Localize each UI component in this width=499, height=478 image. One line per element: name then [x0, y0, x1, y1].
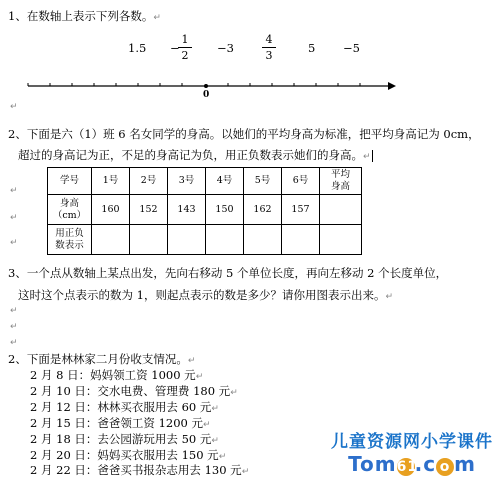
list-item: 2 月 8 日：妈妈领工资 1000 元↵ [30, 368, 204, 382]
paragraph-mark: ↵ [10, 306, 18, 316]
number-line-zero-label: 0 [203, 90, 210, 100]
table-cell: 143 [168, 195, 206, 225]
table-cell-empty [130, 225, 168, 255]
table-cell-label [48, 195, 92, 225]
denominator: 2 [181, 49, 189, 62]
paragraph-mark: ↵ [10, 213, 18, 223]
table-cell: 2号 [130, 168, 168, 195]
fraction-bar [178, 47, 192, 48]
table-row-height [48, 195, 362, 225]
table-cell: 学号 [48, 168, 92, 195]
paragraph-mark: ↵ [10, 102, 18, 112]
list-item: 2 月 10 日：交水电费、管理费 180 元↵ [30, 384, 238, 398]
table-header-row [48, 168, 362, 195]
q1-value-1: 1.5 [128, 41, 147, 55]
list-item: 2 月 18 日：去公园游玩用去 50 元↵ [30, 432, 219, 446]
q1-value-neg5: −5 [343, 41, 360, 55]
paragraph-mark: ↵ [10, 322, 18, 332]
list-item: 2 月 15 日：爸爸领工资 1200 元↵ [30, 416, 211, 430]
table-cell-empty [320, 225, 362, 255]
q1-value-neg3: −3 [217, 41, 234, 55]
q1-value-5: 5 [308, 41, 316, 55]
table-cell-empty [244, 225, 282, 255]
fraction-bar [262, 47, 276, 48]
label-line: 用正负 [55, 227, 84, 239]
text-cursor [372, 150, 373, 162]
table-cell: 3号 [168, 168, 206, 195]
list-item: 2 月 12 日：林林买衣服用去 60 元↵ [30, 400, 219, 414]
table-row-signed [48, 225, 362, 255]
list-item: 2 月 20 日：妈妈买衣服用去 150 元↵ [30, 448, 227, 462]
site-watermark [331, 427, 493, 476]
table-cell-empty [320, 195, 362, 225]
paragraph-mark: ↵ [10, 338, 18, 348]
q1-minus-sign: − [170, 41, 180, 55]
table-cell-empty [282, 225, 320, 255]
table-cell: 4号 [206, 168, 244, 195]
table-cell: 152 [130, 195, 168, 225]
label-line: 身高 [59, 197, 79, 209]
label-line: 数表示 [55, 239, 84, 251]
paragraph-mark: ↵ [10, 238, 18, 248]
numerator: 4 [265, 33, 273, 46]
numerator: 1 [181, 33, 189, 46]
table-cell: 157 [282, 195, 320, 225]
watermark-title: 儿童资源网小学课件 [331, 432, 493, 452]
table-cell: 162 [244, 195, 282, 225]
number-line [20, 78, 400, 102]
denominator: 3 [265, 49, 273, 62]
label-line: （cm） [52, 209, 87, 221]
q1-title: 1、在数轴上表示下列各数。↵ [8, 9, 161, 23]
list-item: 2 月 22 日：爸爸买书报杂志用去 130 元↵ [30, 463, 250, 477]
paragraph-mark: ↵ [10, 186, 18, 196]
table-cell-empty [92, 225, 130, 255]
table-cell-empty [206, 225, 244, 255]
table-cell: 6号 [282, 168, 320, 195]
header-line: 身高 [330, 181, 350, 192]
header-line: 平均 [330, 169, 350, 180]
table-cell: 160 [92, 195, 130, 225]
q3-line1: 3、一个点从数轴上某点出发，先向右移动 5 个单位长度，再向左移动 2 个长度单位， [8, 266, 448, 280]
q1-fraction-half [178, 33, 192, 62]
q1-fraction-four-thirds [262, 33, 276, 62]
table-cell-label [48, 225, 92, 255]
q3-line2: 这时这个点表示的数为 1，则起点表示的数是多少？请你用图表示出来。↵ [18, 288, 394, 302]
q2-line1: 2、下面是六（1）班 6 名女同学的身高。以她们的平均身高为标准，把平均身高记为 0cm， [8, 127, 480, 141]
watermark-logo: Tom61.c o m [348, 452, 476, 476]
q4-title: 2、下面是林林家二月份收支情况。↵ [8, 352, 196, 366]
q2-line2: 超过的身高记为正，不足的身高记为负，用正负数表示她们的身高。↵ [18, 148, 371, 162]
table-cell-empty [168, 225, 206, 255]
table-cell: 5号 [244, 168, 282, 195]
height-table [47, 167, 362, 255]
table-cell-average [320, 168, 362, 195]
table-cell: 1号 [92, 168, 130, 195]
table-cell: 150 [206, 195, 244, 225]
